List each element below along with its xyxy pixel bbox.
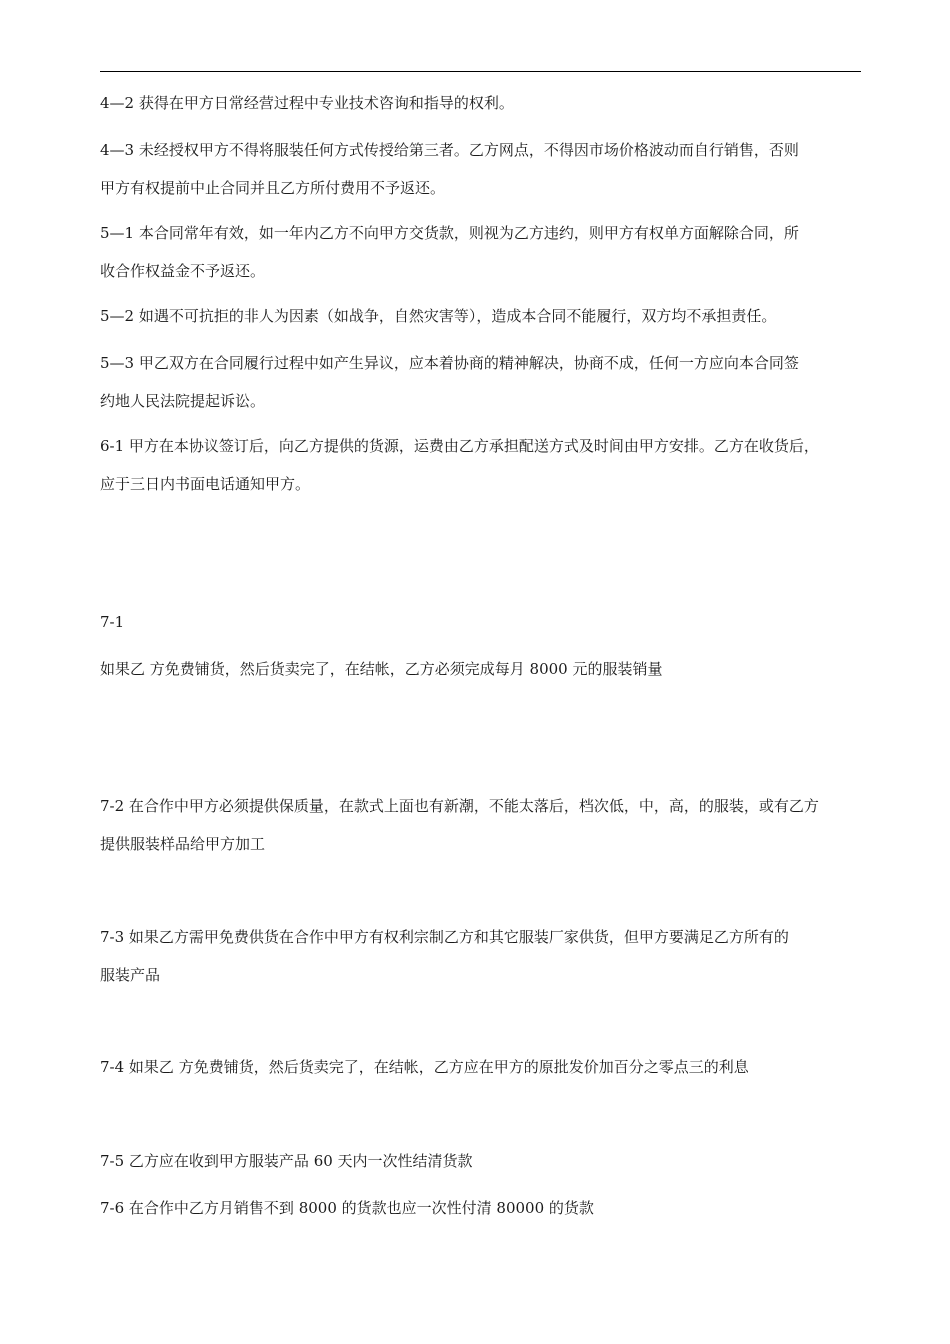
clause-line: 6-1 甲方在本协议签订后，向乙方提供的货源，运费由乙方承担配送方式及时间由甲方安排。乙方在收货后， <box>100 437 819 455</box>
clause-4-2 <box>100 84 870 122</box>
clause-line: 如果乙 方免费铺货，然后货卖完了，在结帐，乙方必须完成每月 8000 元的服装销量 <box>100 660 663 678</box>
clause-line: 收合作权益金不予返还。 <box>100 262 266 280</box>
clause-7-5 <box>100 1142 870 1180</box>
clause-line: 4—3 未经授权甲方不得将服装任何方式传授给第三者。乙方网点，不得因市场价格波动而自行销售，否则 <box>100 141 799 159</box>
clause-line: 5—3 甲乙双方在合同履行过程中如产生异议，应本着协商的精神解决，协商不成，任何一方应向本合同签 <box>100 354 799 372</box>
clause-7-4 <box>100 1048 870 1086</box>
clause-7-2 <box>100 787 870 863</box>
clause-line: 5—1 本合同常年有效，如一年内乙方不向甲方交货款，则视为乙方违约，则甲方有权单方面解除合同，所 <box>100 224 799 242</box>
clause-line: 4—2 获得在甲方日常经营过程中专业技术咨询和指导的权利。 <box>100 94 514 112</box>
clause-6-1 <box>100 427 870 503</box>
clause-7-3 <box>100 918 870 994</box>
clause-line: 7-3 如果乙方需甲免费供货在合作中甲方有权利宗制乙方和其它服装厂家供货，但甲方要满足乙方所有的 <box>100 928 789 946</box>
clause-5-2 <box>100 297 870 335</box>
clause-line: 7-1 <box>100 613 125 631</box>
clause-line: 提供服装样品给甲方加工 <box>100 835 266 853</box>
clause-7-6 <box>100 1189 870 1227</box>
clause-7-1 <box>100 650 870 688</box>
clause-line: 7-4 如果乙 方免费铺货，然后货卖完了，在结帐，乙方应在甲方的原批发价加百分之零点三的利息 <box>100 1058 749 1076</box>
clause-line: 服装产品 <box>100 966 161 984</box>
clause-line: 5—2 如遇不可抗拒的非人为因素（如战争，自然灾害等），造成本合同不能履行，双方均不承担责任。 <box>100 307 777 325</box>
clause-line: 7-5 乙方应在收到甲方服装产品 60 天内一次性结清货款 <box>100 1152 473 1170</box>
clause-5-1 <box>100 214 870 290</box>
clause-line: 约地人民法院提起诉讼。 <box>100 392 266 410</box>
clause-line: 7-6 在合作中乙方月销售不到 8000 的货款也应一次性付清 80000 的货款 <box>100 1199 594 1217</box>
header-rule <box>100 71 861 72</box>
clause-4-3 <box>100 131 870 207</box>
clause-line: 应于三日内书面电话通知甲方。 <box>100 475 311 493</box>
clause-7-1-number <box>100 603 870 641</box>
clause-5-3 <box>100 344 870 420</box>
clause-line: 甲方有权提前中止合同并且乙方所付费用不予返还。 <box>100 179 446 197</box>
clause-line: 7-2 在合作中甲方必须提供保质量，在款式上面也有新潮，不能太落后，档次低，中，高，的服装，或有乙方 <box>100 797 819 815</box>
